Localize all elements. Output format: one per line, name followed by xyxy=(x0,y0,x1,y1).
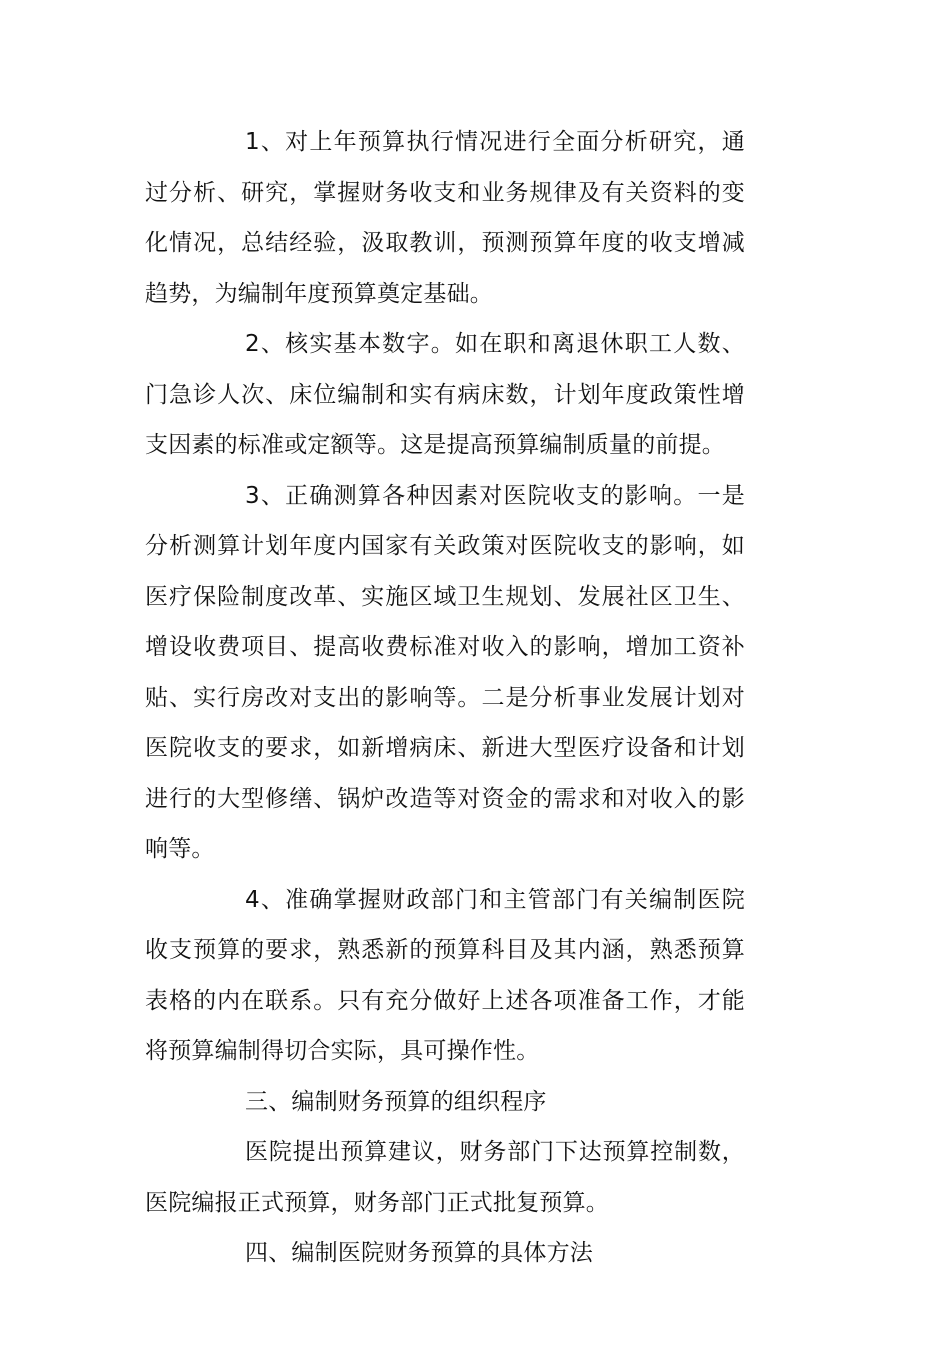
paragraph-item-4: 4、准确掌握财政部门和主管部门有关编制医院收支预算的要求，熟悉新的预算科目及其内涵，熟悉预算表格的内在联系。只有充分做好上述各项准备工作，才能将预算编制得切合实际，具可操作性。 xyxy=(145,886,745,1064)
section-heading-procedure: 三、编制财务预算的组织程序 xyxy=(245,1088,547,1115)
document-body xyxy=(145,117,745,1279)
paragraph-procedure: 医院提出预算建议，财务部门下达预算控制数，医院编报正式预算，财务部门正式批复预算。 xyxy=(145,1139,745,1216)
section-heading-methods: 四、编制医院财务预算的具体方法 xyxy=(245,1240,593,1266)
paragraph-item-3: 3、正确测算各种因素对医院收支的影响。一是分析测算计划年度内国家有关政策对医院收支的影响，如医疗保险制度改革、实施区域卫生规划、发展社区卫生、增设收费项目、提高收费标准对收入的影响，增加工资补贴、实行房改对支出的影响等。二是分析事业发展计划对医院收支的要求，如新增病床、新进大型医疗设备和计划进行的大型修缮、锅炉改造等对资金的需求和对收入的影响等。 xyxy=(145,482,745,862)
paragraph-item-2: 2、核实基本数字。如在职和离退休职工人数、门急诊人次、床位编制和实有病床数，计划年度政策性增支因素的标准或定额等。这是提高预算编制质量的前提。 xyxy=(145,331,745,458)
paragraph-item-1: 1、对上年预算执行情况进行全面分析研究，通过分析、研究，掌握财务收支和业务规律及有关资料的变化情况，总结经验，汲取教训，预测预算年度的收支增减趋势，为编制年度预算奠定基础。 xyxy=(145,129,745,307)
